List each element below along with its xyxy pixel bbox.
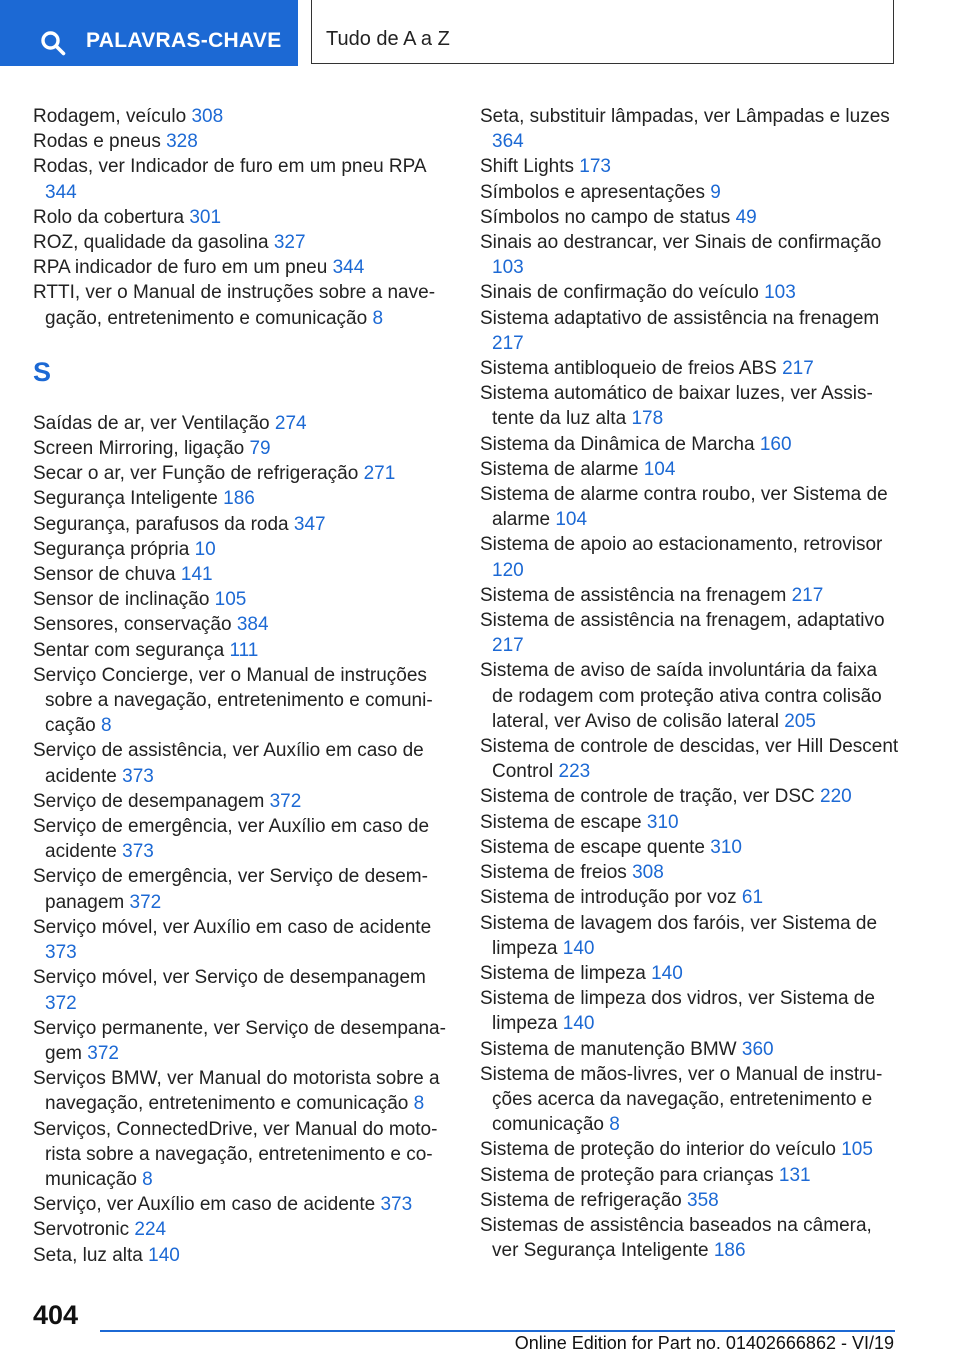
index-entry-page-link[interactable]: 373: [122, 841, 154, 863]
index-entry-page-link[interactable]: 120: [492, 559, 524, 581]
index-entry-text: Segurança Inteligente: [33, 488, 218, 510]
index-entry-text: Seta, luz alta: [33, 1244, 143, 1266]
index-entry-page-link[interactable]: 344: [332, 257, 365, 279]
index-entry: [480, 608, 900, 658]
index-entry-page-link[interactable]: 224: [134, 1219, 167, 1241]
index-entry-text: Rodas, ver Indicador de furo em um pneu RPA: [33, 156, 426, 178]
index-entry: [33, 814, 453, 864]
index-entry: [33, 638, 453, 663]
index-entry-page-link[interactable]: 301: [189, 206, 222, 228]
top-bar: [0, 0, 960, 66]
index-entry-text: Rodas e pneus: [33, 131, 161, 153]
index-entry: [33, 129, 453, 154]
index-entry-page-link[interactable]: 372: [87, 1042, 119, 1064]
index-entry: [33, 1066, 453, 1116]
index-entry: [480, 1037, 900, 1062]
index-entry-text: Serviços, ConnectedDrive, ver Manual do motorista sobre a navegação, entretenimento e comunicação: [33, 1118, 438, 1190]
page-number: 404: [33, 1300, 79, 1330]
index-entry-text: Segurança, parafusos da roda: [33, 513, 289, 535]
index-entry: [33, 562, 453, 587]
index-entry: [480, 482, 900, 532]
index-entry-page-link[interactable]: 8: [609, 1114, 620, 1136]
index-entry: [33, 738, 453, 788]
index-entry-page-link[interactable]: 103: [764, 282, 796, 304]
index-entry-page-link[interactable]: 140: [651, 962, 683, 984]
index-entry-page-link[interactable]: 271: [363, 463, 396, 485]
index-entry-text: Serviço móvel, ver Serviço de desempanagem: [33, 967, 426, 989]
index-entry-page-link[interactable]: 61: [741, 887, 764, 909]
index-entry-page-link[interactable]: 310: [646, 811, 679, 833]
index-entry: [480, 280, 900, 305]
index-entry-text: Sistema adaptativo de assistência na frenagem: [480, 307, 880, 329]
index-entry-page-link[interactable]: 360: [741, 1038, 774, 1060]
index-entry-page-link[interactable]: 186: [713, 1240, 746, 1262]
index-entry-text: Screen Mirroring, ligação: [33, 438, 245, 460]
index-entry: [480, 1062, 900, 1138]
index-entry-text: Sistema de refrigeração: [480, 1189, 682, 1211]
index-entry-page-link[interactable]: 140: [562, 937, 595, 959]
index-entry-page-link[interactable]: 8: [372, 307, 384, 329]
index-entry: [480, 583, 900, 608]
index-entry-page-link[interactable]: 205: [784, 710, 816, 732]
keywords-button[interactable]: [0, 0, 298, 66]
index-entry-page-link[interactable]: 328: [166, 131, 198, 153]
index-entry: [480, 911, 900, 961]
index-entry: [33, 663, 453, 739]
index-entry-text: Sensores, conservação: [33, 614, 232, 636]
footer-edition: Online Edition for Part no. 01402666862 - VI/19: [514, 1333, 894, 1353]
index-entry-text: Serviço, ver Auxílio em caso de acidente: [33, 1194, 376, 1216]
index-entry-text: Serviço de emergência, ver Serviço de desempanagem: [33, 866, 428, 913]
index-entry-page-link[interactable]: 308: [191, 106, 224, 127]
index-entry: [33, 1117, 453, 1193]
index-entry-text: Sistema de proteção do interior do veículo: [480, 1139, 836, 1161]
index-entry-text: Secar o ar, ver Função de refrigeração: [33, 463, 359, 485]
az-index-tab[interactable]: [311, 0, 894, 64]
index-entry-text: Sinais ao destrancar, ver Sinais de confirmação: [480, 232, 882, 254]
index-entry-text: Saídas de ar, ver Ventilação: [33, 412, 270, 434]
index-entry: [480, 356, 900, 381]
index-entry-page-link[interactable]: 178: [631, 408, 664, 430]
index-entry: [480, 205, 900, 230]
index-entry-page-link[interactable]: 344: [45, 181, 77, 203]
index-entry-text: Sistema de escape quente: [480, 836, 705, 858]
index-entry: [33, 1217, 453, 1242]
index-entry: [480, 860, 900, 885]
index-entry-text: Sensor de inclinação: [33, 589, 210, 611]
index-entry: [480, 180, 900, 205]
index-entry-page-link[interactable]: 131: [778, 1164, 811, 1186]
index-entry: [33, 612, 453, 637]
index-entry-text: Sistema de freios: [480, 862, 627, 884]
index-entry-text: Serviço de emergência, ver Auxílio em caso de acidente: [33, 816, 430, 863]
index-entry: [480, 381, 900, 431]
index-entry: [33, 436, 453, 461]
index-entry: [480, 154, 900, 179]
index-entry-text: Serviços BMW, ver Manual do motorista sobre a navegação, entretenimento e comunicação: [33, 1068, 440, 1115]
index-entry: [480, 986, 900, 1036]
index-entry: [33, 486, 453, 511]
index-entry-text: Sistema de controle de tração, ver DSC: [480, 786, 815, 808]
search-icon: [40, 30, 66, 56]
index-entry-page-link[interactable]: 140: [148, 1244, 180, 1266]
footer-divider: [100, 1330, 895, 1332]
index-entry-page-link[interactable]: 103: [492, 257, 524, 279]
index-entry-text: RTTI, ver o Manual de instruções sobre a navegação, entretenimento e comunicação: [33, 282, 436, 329]
index-entry-text: Shift Lights: [480, 156, 574, 178]
index-entry-page-link[interactable]: 160: [759, 433, 792, 455]
index-entry-text: Sensor de chuva: [33, 564, 176, 586]
index-entry: [33, 461, 453, 486]
index-entry: [33, 411, 453, 436]
index-entry-text: Serviço de assistência, ver Auxílio em caso de acidente: [33, 740, 424, 787]
index-entry-text: Servotronic: [33, 1219, 130, 1241]
index-entry-text: Sistema de assistência na frenagem: [480, 584, 787, 606]
index-entry-text: Sistema de alarme contra roubo, ver Sistema de alarme: [480, 484, 888, 531]
index-entry: [480, 885, 900, 910]
index-entry-text: Sistemas de assistência baseados na câmera, ver Segurança Inteligente: [480, 1214, 872, 1262]
index-entry-text: Sistema de mãos-livres, ver o Manual de instruções acerca da navegação, entretenimento e comunicação: [480, 1063, 883, 1136]
index-entry: [33, 230, 453, 255]
index-entry-text: Rodagem, veículo: [33, 106, 187, 127]
index-entry-page-link[interactable]: 384: [236, 614, 269, 636]
index-entry-page-link[interactable]: 372: [129, 891, 162, 913]
index-column-left: [33, 104, 453, 1268]
index-entry-text: RPA indicador de furo em um pneu: [33, 257, 328, 279]
index-entry-page-link[interactable]: 217: [492, 635, 524, 657]
az-index-label: Tudo de A a Z: [326, 28, 450, 50]
index-entry-text: Sentar com segurança: [33, 639, 225, 661]
index-entry-page-link[interactable]: 186: [223, 488, 255, 510]
index-column-right: [480, 104, 900, 1263]
index-entry: [33, 864, 453, 914]
index-entry: [480, 1137, 900, 1162]
index-entry-text: Serviço permanente, ver Serviço de desempanagem: [33, 1017, 446, 1064]
index-entry-page-link[interactable]: 111: [229, 639, 259, 661]
index-entry-text: ROZ, qualidade da gasolina: [33, 232, 269, 254]
index-entry-page-link[interactable]: 373: [122, 765, 154, 787]
index-entry-page-link[interactable]: 373: [380, 1194, 413, 1216]
index-entry-text: Sistema de lavagem dos faróis, ver Sistema de limpeza: [480, 912, 878, 959]
index-entry-page-link[interactable]: 140: [562, 1013, 595, 1035]
index-entry-text: Sistema de controle de descidas, ver Hill Descent Control: [480, 736, 899, 783]
index-entry-text: Sistema antibloqueio de freios ABS: [480, 358, 777, 380]
index-entry-page-link[interactable]: 79: [249, 438, 271, 460]
index-entry-text: Sistema de alarme: [480, 458, 639, 480]
index-entry-page-link[interactable]: 347: [293, 513, 326, 535]
index-entry-page-link[interactable]: 8: [100, 715, 112, 737]
index-entry-text: Seta, substituir lâmpadas, ver Lâmpadas e luzes: [480, 106, 890, 127]
index-entry-text: Sistema de limpeza: [480, 962, 646, 984]
index-entry: [480, 306, 900, 356]
index-entry-page-link[interactable]: 372: [45, 992, 77, 1014]
index-entry: [33, 789, 453, 814]
index-entry-text: Sistema de manutenção BMW: [480, 1038, 737, 1060]
index-entry-page-link[interactable]: 274: [274, 412, 307, 434]
index-entry-page-link[interactable]: 104: [643, 458, 676, 480]
index-entry: [480, 104, 900, 154]
index-entry-page-link[interactable]: 8: [413, 1093, 425, 1115]
index-entry: [480, 1163, 900, 1188]
index-entry: [33, 104, 453, 129]
index-entry-text: Sistema de apoio ao estacionamento, retrovisor: [480, 534, 883, 556]
index-entry-page-link[interactable]: 141: [180, 564, 213, 586]
index-entry-text: Sistema de aviso de saída involuntária da faixa de rodagem com proteção ativa contra colisão lateral, ver Aviso de colisão lateral: [480, 660, 882, 732]
index-entry: [33, 1016, 453, 1066]
index-entry-page-link[interactable]: 308: [632, 862, 664, 884]
index-entry: [480, 835, 900, 860]
index-entry: [480, 532, 900, 582]
index-entry: [480, 734, 900, 784]
index-entry-text: Sistema de assistência na frenagem, adaptativo: [480, 610, 885, 632]
index-entry-page-link[interactable]: 358: [687, 1189, 719, 1211]
index-entry: [33, 965, 453, 1015]
index-entry-text: Sistema de proteção para crianças: [480, 1164, 774, 1186]
index-entry: [33, 587, 453, 612]
index-entry: [33, 915, 453, 965]
index-entry-text: Sistema de escape: [480, 811, 642, 833]
index-entry: [480, 457, 900, 482]
index-entry-text: Serviço de desempanagem: [33, 790, 265, 812]
index-entry-page-link[interactable]: 49: [735, 206, 757, 228]
index-entry-text: Sistema automático de baixar luzes, ver Assistente da luz alta: [480, 383, 873, 430]
index-entry: [33, 512, 453, 537]
index-entry-page-link[interactable]: 310: [710, 836, 742, 858]
index-entry-text: Sistema da Dinâmica de Marcha: [480, 433, 755, 455]
index-entry: [33, 1192, 453, 1217]
index-entry: [480, 658, 900, 734]
index-letter-heading: S: [33, 356, 52, 387]
index-entry-page-link[interactable]: 9: [710, 181, 721, 203]
index-entry: [33, 537, 453, 562]
keywords-label: PALAVRAS-CHAVE: [86, 29, 282, 52]
index-entry-text: Sistema de introdução por voz: [480, 887, 737, 909]
index-entry-page-link[interactable]: 364: [492, 131, 524, 153]
index-entry: [480, 961, 900, 986]
index-entry: [480, 1213, 900, 1263]
index-entry-text: Sistema de limpeza dos vidros, ver Sistema de limpeza: [480, 988, 875, 1035]
index-entry-page-link[interactable]: 104: [555, 509, 588, 531]
index-entry-page-link[interactable]: 10: [194, 538, 216, 560]
index-entry: [480, 230, 900, 280]
index-entry-page-link[interactable]: 8: [142, 1168, 153, 1190]
index-entry-page-link[interactable]: 217: [782, 358, 814, 380]
index-entry: [33, 280, 453, 330]
index-entry-text: Rolo da cobertura: [33, 206, 185, 228]
index-entry-page-link[interactable]: 173: [579, 156, 611, 178]
index-entry: [480, 810, 900, 835]
index-entry-page-link[interactable]: 217: [492, 332, 524, 354]
index-entry: [33, 205, 453, 230]
index-entry: [33, 154, 453, 204]
index-entry-text: Símbolos e apresentações: [480, 181, 705, 203]
index-entry-page-link[interactable]: 105: [214, 589, 247, 611]
index-entry-text: Serviço móvel, ver Auxílio em caso de acidente: [33, 916, 432, 938]
index-entry-text: Sinais de confirmação do veículo: [480, 282, 759, 304]
index-entry-text: Símbolos no campo de status: [480, 206, 731, 228]
index-entry: [33, 255, 453, 280]
index-entry-page-link[interactable]: 372: [269, 790, 302, 812]
index-entry: [480, 784, 900, 809]
index-entry-text: Serviço Concierge, ver o Manual de instruções sobre a navegação, entretenimento e comunicação: [33, 664, 433, 737]
index-entry: [480, 1188, 900, 1213]
index-entry-page-link[interactable]: 217: [791, 584, 824, 606]
index-entry-page-link[interactable]: 373: [45, 942, 77, 964]
index-entry: [33, 1243, 453, 1268]
index-entry-page-link[interactable]: 105: [841, 1139, 873, 1161]
index-entry-page-link[interactable]: 223: [558, 761, 591, 783]
index-entry-page-link[interactable]: 220: [820, 786, 852, 808]
index-entry-page-link[interactable]: 327: [273, 232, 306, 254]
index-entry-text: Segurança própria: [33, 538, 190, 560]
index-entry: [480, 432, 900, 457]
